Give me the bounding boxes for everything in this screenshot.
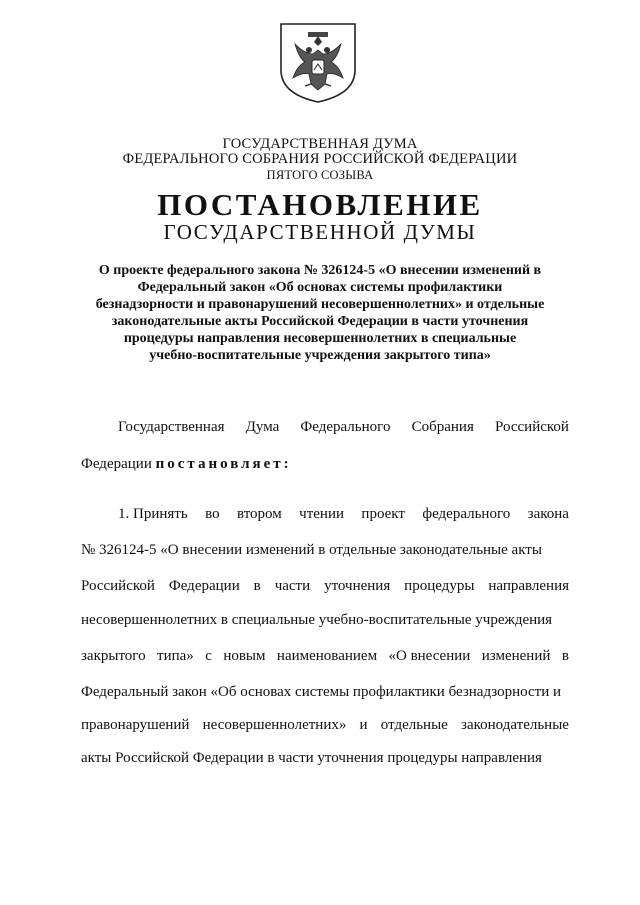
word: в <box>253 578 261 594</box>
org-line-convocation: ПЯТОГО СОЗЫВА <box>266 168 374 182</box>
word: проект <box>361 506 405 522</box>
word: несовершеннолетних» <box>202 717 347 733</box>
word: закона <box>527 506 569 522</box>
word: Российской <box>81 578 155 594</box>
word: «О внесении <box>388 648 471 664</box>
subject-line: О проекте федерального закона № 326124-5 «О внесении изменений в <box>98 263 542 278</box>
subject-line: Федеральный закон «Об основах системы профилактики <box>137 280 503 295</box>
resolves-emphasis: постановляет: <box>155 456 292 472</box>
word: законодательные <box>461 717 569 733</box>
word: Дума <box>245 419 280 435</box>
word: Российской <box>495 419 569 435</box>
word: чтении <box>299 506 345 522</box>
document-issuer: ГОСУДАРСТВЕННОЙ ДУМЫ <box>163 220 477 244</box>
word: типа» <box>157 648 194 664</box>
word: Федерации <box>81 456 152 472</box>
word: во <box>205 506 220 522</box>
item1-line-3 <box>81 577 569 595</box>
word: правонарушений <box>81 717 190 733</box>
word: федерального <box>422 506 511 522</box>
org-line-federal-assembly: ФЕДЕРАЛЬНОГО СОБРАНИЯ РОССИЙСКОЙ ФЕДЕРАЦИИ <box>122 151 518 167</box>
item1-line-7 <box>81 716 569 734</box>
word: процедуры <box>404 578 475 594</box>
word: Федерального <box>300 419 391 435</box>
document-type-title: ПОСТАНОВЛЕНИЕ <box>157 187 483 222</box>
subject-line: безнадзорности и правонарушений несовершеннолетних» и отдельные <box>95 297 545 312</box>
item1-line-2: № 326124-5 «О внесении изменений в отдельные законодательные акты <box>81 542 542 558</box>
word: уточнения <box>324 578 391 594</box>
word: в <box>561 648 569 664</box>
word: Федерации <box>168 578 240 594</box>
org-line-duma: ГОСУДАРСТВЕННАЯ ДУМА <box>222 136 418 152</box>
word: новым <box>223 648 266 664</box>
word: закрытого <box>81 648 146 664</box>
item1-line-4: несовершеннолетних в специальные учебно-воспитательные учреждения <box>81 612 553 628</box>
item1-line-5 <box>81 647 569 665</box>
document-subject <box>70 262 570 364</box>
word: части <box>274 578 311 594</box>
preamble-line-1 <box>118 418 569 436</box>
preamble-line-2 <box>81 455 569 473</box>
item1-line-1 <box>118 505 569 523</box>
word: втором <box>236 506 282 522</box>
word: наименованием <box>276 648 378 664</box>
subject-line: процедуры направления несовершеннолетних в специальные <box>123 331 517 346</box>
word: Собрания <box>411 419 474 435</box>
word: с <box>205 648 212 664</box>
coat-of-arms-icon <box>275 20 361 104</box>
word: 1. Принять <box>118 506 188 522</box>
subject-line: учебно-воспитательные учреждения закрытого типа» <box>149 348 491 363</box>
item1-line-8: акты Российской Федерации в части уточнения процедуры направления <box>81 750 542 766</box>
item1-line-6: Федеральный закон «Об основах системы профилактики безнадзорности и <box>81 684 562 700</box>
subject-line: законодательные акты Российской Федерации в части уточнения <box>111 314 529 329</box>
word: и <box>359 717 368 733</box>
word: изменений <box>481 648 551 664</box>
word: Государственная <box>118 419 225 435</box>
word: отдельные <box>380 717 448 733</box>
word: направления <box>488 578 569 594</box>
